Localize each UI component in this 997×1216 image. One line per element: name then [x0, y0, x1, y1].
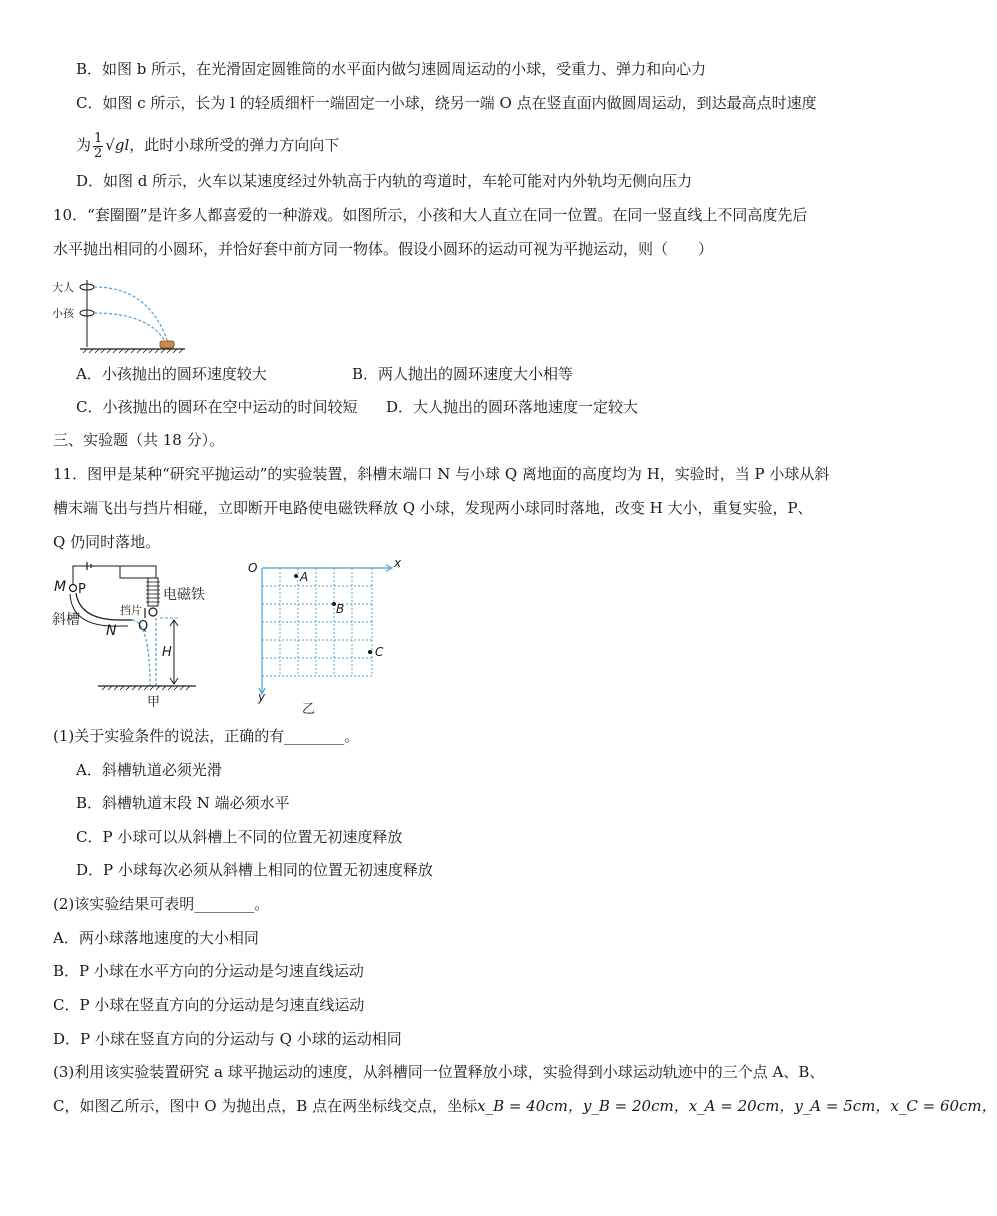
q11-stem-line2: 槽末端飞出与挡片相碰，立即断开电路使电磁铁释放 Q 小球，发现两小球同时落地，改变 H 大小，重复实验，P、: [53, 499, 813, 517]
q11-figure-yi: [242, 556, 412, 716]
target-object: [160, 341, 174, 348]
label-n: N: [106, 623, 117, 639]
label-child: 小孩: [52, 307, 74, 320]
point-c: [368, 650, 372, 654]
ball-p: [70, 585, 77, 592]
q11-part3-line2-text: C，如图乙所示，图中 O 为抛出点，B 点在两坐标线交点，坐标: [53, 1097, 478, 1115]
label-c: C: [375, 645, 384, 659]
q9-option-d: D．如图 d 所示，火车以某速度经过外轨高于内轨的弯道时，车轮可能对内外轨均无侧向压力: [76, 172, 693, 190]
caption-jia: 甲: [147, 695, 161, 710]
q11-part2-option-d: D．P 小球在竖直方向的分运动与 Q 小球的运动相同: [53, 1030, 402, 1048]
grid-lines: [262, 568, 372, 676]
q10-ring-toss-figure: [50, 275, 190, 355]
circuit-wire-top: [120, 566, 156, 578]
q11-figure-jia: [50, 560, 220, 708]
q11-part1: (1)关于实验条件的说法，正确的有________。: [53, 727, 360, 745]
fraction-denominator: 2: [94, 145, 103, 161]
q11-part1-option-b: B．斜槽轨道末段 N 端必须水平: [76, 794, 290, 812]
q10-stem-line2: 水平抛出相同的小圆环，并恰好套中前方同一物体。假设小圆环的运动可视为平抛运动，则（ ）: [53, 240, 714, 258]
q10-option-b: B．两人抛出的圆环速度大小相等: [352, 365, 574, 383]
q11-part2-option-a: A．两小球落地速度的大小相同: [53, 929, 259, 947]
label-origin: O: [248, 561, 258, 575]
label-q: Q: [138, 619, 149, 634]
q11-stem-line1: 11．图甲是某种“研究平抛运动”的实验装置，斜槽末端口 N 与小球 Q 离地面的高度均为 H，实验时，当 P 小球从斜: [53, 465, 830, 483]
label-x: x: [394, 556, 402, 570]
q9-sqrt-gl: √gl: [105, 136, 130, 154]
label-p: P: [78, 582, 86, 597]
q9-option-b: B．如图 b 所示，在光滑固定圆锥筒的水平面内做匀速圆周运动的小球，受重力、弹力和向心力: [76, 60, 707, 78]
label-adult: 大人: [52, 281, 74, 294]
adult-trajectory: [94, 287, 168, 343]
section-heading: 三、实验题（共 18 分）。: [53, 431, 225, 449]
q11-part3-line1: (3)利用该实验装置研究 a 球平抛运动的速度，从斜槽同一位置释放小球，实验得到小球运动轨迹中的三个点 A、B、: [53, 1063, 825, 1081]
label-baffle: 挡片: [120, 604, 142, 617]
q11-part2-option-b: B．P 小球在水平方向的分运动是匀速直线运动: [53, 962, 364, 980]
q11-part1-option-d: D．P 小球每次必须从斜槽上相同的位置无初速度释放: [76, 861, 433, 879]
label-slope: 斜槽: [52, 612, 80, 628]
label-electromagnet: 电磁铁: [163, 587, 205, 603]
q11-part2: (2)该实验结果可表明________。: [53, 895, 270, 913]
q11-part2-option-c: C．P 小球在竖直方向的分运动是匀速直线运动: [53, 996, 365, 1014]
caption-yi: 乙: [302, 702, 316, 717]
q11-part1-option-a: A．斜槽轨道必须光滑: [76, 761, 222, 779]
q10-option-c: C．小孩抛出的圆环在空中运动的时间较短: [76, 398, 358, 416]
q9-option-c-prefix: 为: [76, 136, 92, 154]
q9-option-c-line2: [76, 127, 339, 163]
label-y: y: [258, 690, 266, 704]
ball-q: [149, 608, 157, 616]
q9-fraction: [93, 132, 103, 161]
label-h: H: [162, 645, 172, 660]
child-trajectory: [94, 313, 166, 343]
label-b: B: [336, 602, 345, 616]
q10-option-d: D．大人抛出的圆环落地速度一定较大: [386, 398, 639, 416]
ground-hatch: [83, 349, 183, 353]
point-a: [294, 574, 298, 578]
q11-stem-line3: Q 仍同时落地。: [53, 533, 161, 551]
q9-option-c-line1: C．如图 c 所示，长为 l 的轻质细杆一端固定一小球，绕另一端 O 点在竖直面内做圆周运动，到达最高点时速度: [76, 94, 817, 112]
q11-part3-line2: [53, 1096, 997, 1116]
label-a: A: [300, 570, 309, 584]
q11-part1-option-c: C．P 小球可以从斜槽上不同的位置无初速度释放: [76, 828, 403, 846]
label-m: M: [54, 579, 67, 595]
fraction-numerator: 1: [94, 130, 103, 146]
q9-option-c-suffix: ，此时小球所受的弹力方向向下: [129, 136, 340, 154]
q10-option-a: A．小孩抛出的圆环速度较大: [76, 365, 267, 383]
q11-part3-coordinates: x_B = 40cm，y_B = 20cm，x_A = 20cm，y_A = 5cm，x_C = 60cm，: [477, 1097, 997, 1115]
q10-stem-line1: 10．“套圈圈”是许多人都喜爱的一种游戏。如图所示，小孩和大人直立在同一位置。在同一竖直线上不同高度先后: [53, 206, 808, 224]
